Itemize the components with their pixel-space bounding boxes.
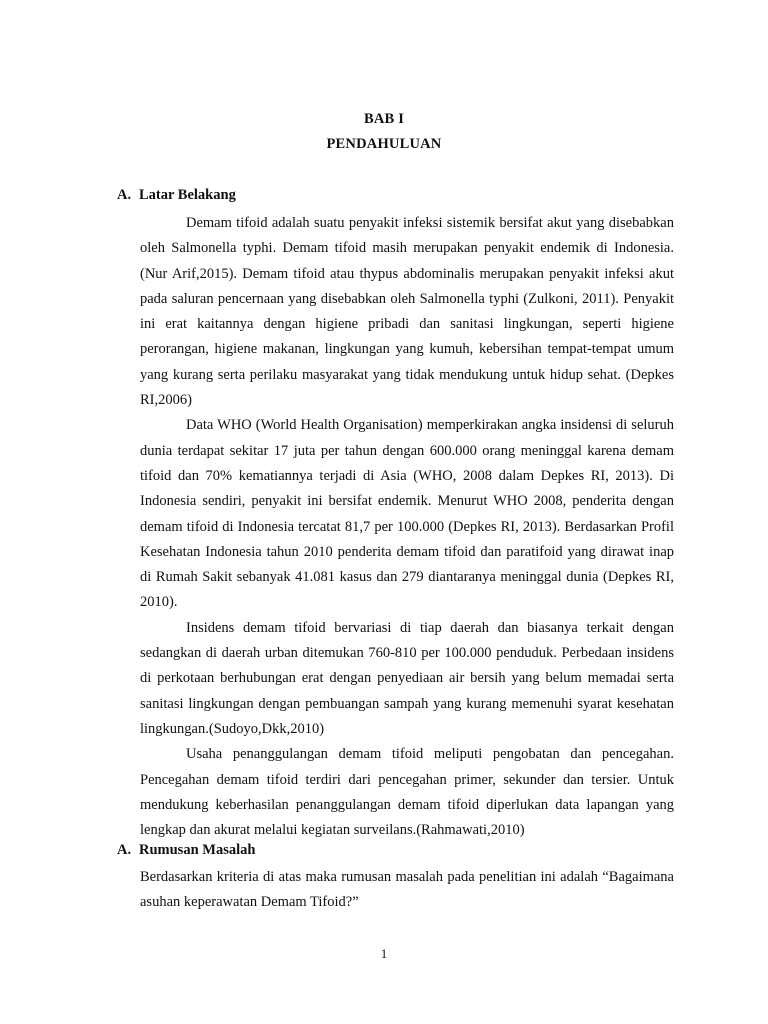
- section-title: Rumusan Masalah: [139, 842, 256, 858]
- chapter-title: PENDAHULUAN: [326, 136, 442, 152]
- section-heading-latar-belakang: [117, 187, 236, 204]
- section-body-latar-belakang: [140, 211, 674, 843]
- section-marker: A.: [117, 187, 132, 203]
- paragraph: Insidens demam tifoid bervariasi di tiap daerah dan biasanya terkait dengan sedangkan di daerah urban ditemukan 760-810 per 100.000 penduduk. Perbedaan insidens di perkotaan berhubungan erat dengan penyediaan air bersih yang belum memadai serta sanitasi lingkungan dengan pembuangan sampah yang kurang memenuhi syarat kesehatan lingkungan.(Sudoyo,Dkk,2010): [140, 619, 674, 737]
- section-marker: A.: [117, 842, 132, 858]
- page-number: 1: [380, 946, 388, 961]
- section-title: Latar Belakang: [139, 187, 236, 203]
- paragraph: Berdasarkan kriteria di atas maka rumusan masalah pada penelitian ini adalah “Bagaimana asuhan keperawatan Demam Tifoid?”: [140, 869, 674, 911]
- paragraph: Data WHO (World Health Organisation) memperkirakan angka insidensi di seluruh dunia terdapat sekitar 17 juta per tahun dengan 600.000 orang meninggal karena demam tifoid dan 70% kematiannya terjadi di Asia (WHO, 2008 dalam Depkes RI, 2013). Di Indonesia sendiri, penyakit ini bersifat endemik. Menurut WHO 2008, penderita dengan demam tifoid di Indonesia tercatat 81,7 per 100.000 (Depkes RI, 2013). Berdasarkan Profil Kesehatan Indonesia tahun 2010 penderita demam tifoid dan paratifoid yang dirawat inap di Rumah Sakit sebanyak 41.081 kasus dan 279 diantaranya meninggal dunia (Depkes RI, 2010).: [140, 417, 674, 611]
- chapter-number: BAB I: [363, 111, 405, 127]
- section-body-rumusan-masalah: [140, 865, 674, 916]
- section-heading-rumusan-masalah: [117, 842, 255, 859]
- paragraph: Demam tifoid adalah suatu penyakit infeksi sistemik bersifat akut yang disebabkan oleh Salmonella typhi. Demam tifoid masih merupakan penyakit endemik di Indonesia.(Nur Arif,2015). Demam tifoid atau thypus abdominalis merupakan penyakit infeksi akut pada saluran pencernaan yang disebabkan oleh Salmonella typhi (Zulkoni, 2011). Penyakit ini erat kaitannya dengan higiene pribadi dan sanitasi lingkungan, seperti higiene perorangan, higiene makanan, lingkungan yang kumuh, kebersihan tempat-tempat umum yang kurang serta perilaku masyarakat yang tidak mendukung untuk hidup sehat. (Depkes RI,2006): [140, 215, 674, 409]
- paragraph: Usaha penanggulangan demam tifoid meliputi pengobatan dan pencegahan. Pencegahan demam tifoid terdiri dari pencegahan primer, sekunder dan tersier. Untuk mendukung keberhasilan penanggulangan demam tifoid diperlukan data lapangan yang lengkap dan akurat melalui kegiatan surveilans.(Rahmawati,2010): [140, 746, 674, 839]
